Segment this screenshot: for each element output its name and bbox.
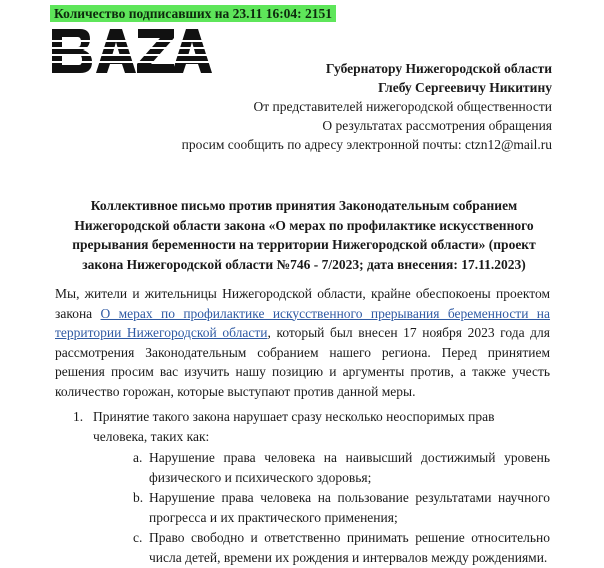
sub-item-letter: a.	[133, 450, 143, 465]
sub-item-text: Нарушение права человека на пользование результатами научного прогресса и их практического применения;	[149, 490, 550, 525]
sub-item-text: Право свободно и ответственно принимать решение относительно числа детей, времени их рождения и интервалов между рождениями.	[149, 530, 550, 565]
reply-email-line: просим сообщить по адресу электронной почты: ctzn12@mail.ru	[181, 137, 552, 152]
title-line-2: Нижегородской области закона «О мерах по профилактике искусственного	[74, 217, 534, 233]
title-line-1: Коллективное письмо против принятия Законодательным собранием	[90, 198, 518, 213]
sender-line: От представителей нижегородской общественности	[253, 99, 552, 114]
addressee-name: Глебу Сергеевичу Никитину	[378, 80, 552, 95]
title-line-4: закона Нижегородской области №746 - 7/2023; дата внесения: 17.11.2023)	[82, 256, 526, 272]
reply-request-line: О результатах рассмотрения обращения	[322, 118, 552, 133]
sub-item-letter: c.	[133, 530, 143, 545]
addressee-block	[182, 59, 552, 154]
signature-count-banner: Количество подписавших на 23.11 16:04: 2151	[50, 5, 336, 22]
title-line-3: прерывания беременности на территории Нижегородской области» (проект	[72, 237, 536, 252]
sub-item-letter: b.	[133, 490, 144, 505]
intro-text-start: Мы, жители и жительницы Нижегородской области, крайне обеспокоены проектом закона	[55, 286, 550, 321]
letter-title	[60, 196, 548, 274]
intro-text-end: , который был внесен 17 ноября 2023 года для рассмотрения Законодательным собранием нашего региона. Перед принятием решения просим вас изучить нашу позицию и аргументы против, а также учесть количество горожан, которые выступают против данной меры.	[55, 325, 550, 399]
intro-paragraph	[55, 284, 550, 401]
law-link[interactable]: О мерах по профилактике искусственного прерывания беременности на территории Нижегородской области	[55, 305, 551, 340]
list-item-number: 1.	[73, 409, 84, 424]
list-item-text: Принятие такого закона нарушает сразу несколько неоспоримых прав человека, таких как:	[93, 409, 495, 444]
sub-list-item	[93, 448, 550, 487]
addressee-title: Губернатору Нижегородской области	[325, 61, 552, 76]
sub-list	[93, 448, 550, 567]
arguments-list	[55, 407, 550, 568]
sub-item-text: Нарушение права человека на наивысший достижимый уровень физического и психического здоровья;	[149, 450, 550, 485]
sub-list-item	[93, 488, 550, 527]
list-item	[55, 407, 550, 567]
